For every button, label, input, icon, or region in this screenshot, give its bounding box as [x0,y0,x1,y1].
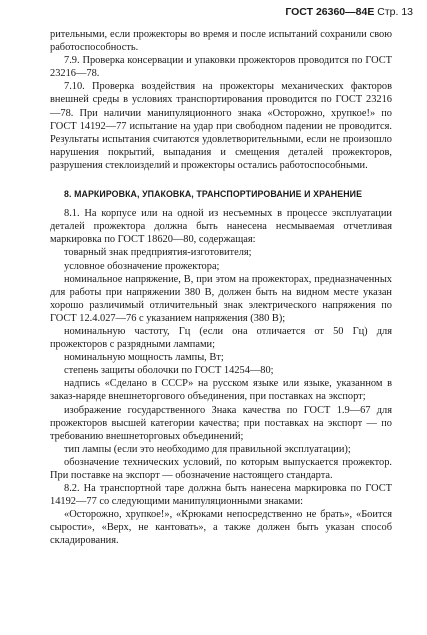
document-body [50,28,392,548]
list-item: степень защиты оболочки по ГОСТ 14254—80; [64,365,274,377]
paragraph: 7.10. Проверка воздействия на прожекторы механических факторов внешней среды в условиях транспортирования проводится по ГОСТ 23216—78. При наличии манипуляционного знака «Осторожно, хрупкое!» по ГОСТ 14192—77 испытание на удар при свободном падении не проводится. Результаты испытания считаются удовлетворительными, если не произошло нарушения покрытий, выпадания и смещения деталей прожекторов, разрушения стеклоизделий и прожекторы остались работоспособными. [50,81,392,171]
list-item: обозначение технических условий, по которым выпускается прожектор. При поставке на экспорт — обозначение настоящего стандарта. [50,456,392,481]
list-item: изображение государственного Знака качества по ГОСТ 1.9—67 для прожекторов высшей категории качества; при поставках на экспорт — по требованию внешнеторговых объединений; [50,404,392,442]
section-heading: 8. МАРКИРОВКА, УПАКОВКА, ТРАНСПОРТИРОВАНИЕ И ХРАНЕНИЕ [64,189,363,200]
paragraph: рительными, если прожекторы во время и после испытаний сохранили свою работоспособность. [50,29,392,54]
paragraph: 8.2. На транспортной таре должна быть нанесена маркировка по ГОСТ 14192—77 со следующими манипуляционными знаками: [50,483,392,508]
list-item: условное обозначение прожектора; [64,260,220,272]
list-item: номинальную частоту, Гц (если она отличается от 50 Гц) для прожекторов с разрядными лампами; [50,325,392,351]
paragraph: «Осторожно, хрупкое!», «Крюками непосредственно не брать», «Боится сырости», «Верх, не кантовать», а также должен быть указан способ складирования. [50,509,392,547]
list-item: тип лампы (если это необходимо для правильной эксплуатации); [64,443,351,455]
list-item: номинальное напряжение, В, при этом на прожекторах, предназначенных для работы при напряжении 380 В, должен быть на видном месте указан хорошо различимый отличительный знак электрического напряжения по ГОСТ 12.4.027—76 с указанием напряжения (380 В); [50,273,392,324]
standard-number: ГОСТ 26360—84Е [285,6,375,18]
list-item: товарный знак предприятия-изготовителя; [64,247,252,259]
paragraph: 7.9. Проверка консервации и упаковки прожекторов проводится по ГОСТ 23216—78. [50,55,392,80]
list-item: номинальную мощность лампы, Вт; [64,352,224,364]
paragraph: 8.1. На корпусе или на одной из несъемных в процессе эксплуатации деталей прожектора должна быть нанесена несмываемая отчетливая маркировка по ГОСТ 18620—80, содержащая: [50,208,392,246]
page-number: Стр. 13 [377,6,413,18]
list-item: надпись «Сделано в СССР» на русском языке или языке, указанном в заказ-наряде внешнеторгового объединения, при поставках на экспорт; [50,378,392,403]
page-header [285,6,413,18]
